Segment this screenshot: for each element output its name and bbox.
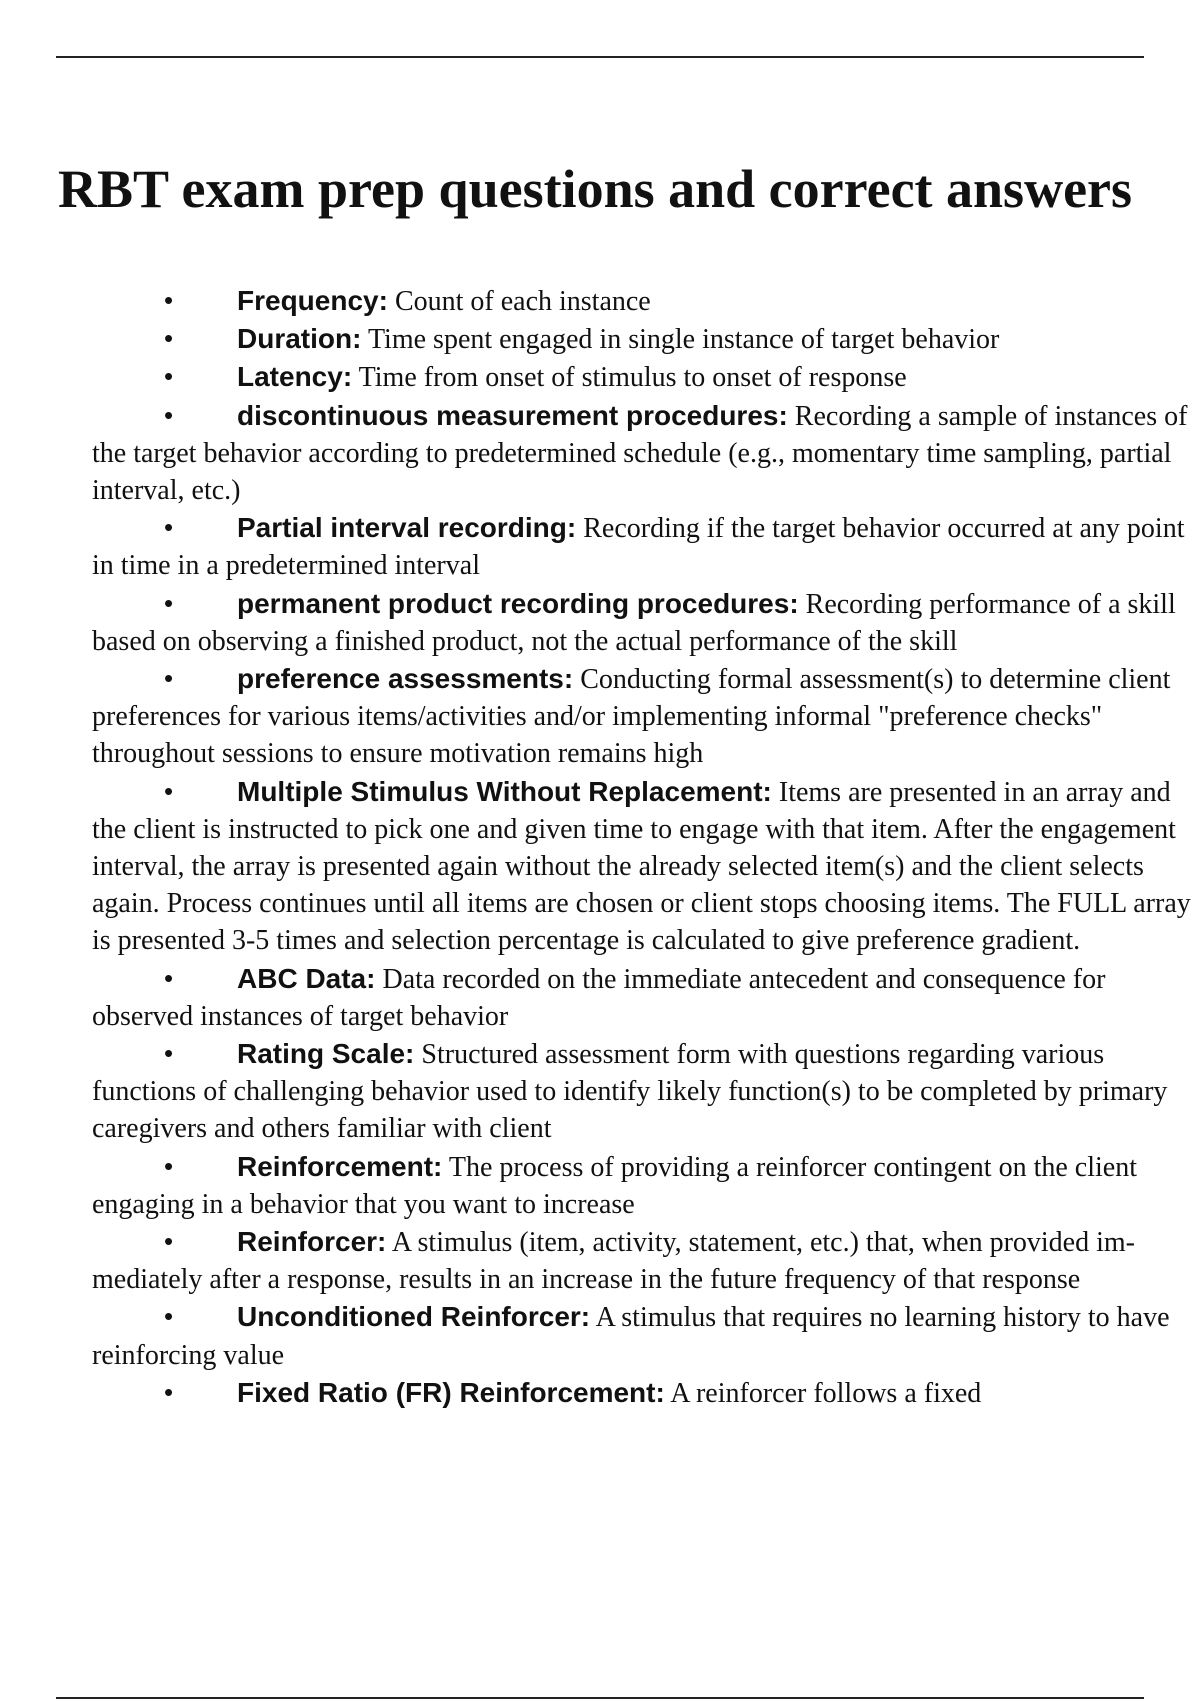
term: Partial interval recording:	[237, 512, 577, 544]
list-item	[92, 397, 1200, 510]
list-item	[92, 660, 1200, 773]
list-item	[92, 960, 1200, 1035]
bullet-icon: •	[164, 512, 174, 543]
definition: Structured assessment form with questions regarding various functions of challenging behavior used to identify likely function(s) to be completed by primary caregivers and others familiar with client	[92, 1039, 1168, 1145]
definition: A stimulus (item, activity, statement, etc.) that, when provided im- mediately after a response, results in an increase in the future frequency of that response	[92, 1227, 1135, 1296]
bullet-icon: •	[164, 1376, 174, 1407]
term: ABC Data:	[237, 962, 376, 994]
definition: A stimulus that requires no learning history to have reinforcing value	[92, 1302, 1170, 1371]
bullet-icon: •	[164, 1150, 174, 1181]
list-item	[92, 773, 1200, 960]
definition: A reinforcer follows a fixed	[670, 1377, 982, 1409]
term: Multiple Stimulus Without Replacement:	[237, 775, 772, 807]
list-item	[92, 1035, 1200, 1148]
list-item	[92, 1374, 1200, 1412]
list-item	[92, 509, 1200, 584]
term: Unconditioned Reinforcer:	[237, 1301, 591, 1333]
definition: The process of providing a reinforcer contingent on the client engaging in a behavior that you want to increase	[92, 1151, 1137, 1220]
term: Frequency:	[237, 285, 388, 316]
bullet-icon: •	[164, 663, 174, 694]
list-item	[92, 1298, 1200, 1373]
bullet-icon: •	[164, 775, 174, 806]
definition: Count of each instance	[394, 286, 651, 317]
list-item	[92, 585, 1200, 660]
definition: Time spent engaged in single instance of target behavior	[367, 324, 1000, 356]
bullet-icon: •	[164, 1226, 174, 1257]
term: preference assessments:	[237, 663, 574, 695]
definition: Conducting formal assessment(s) to determine client preferences for various items/activities and/or implementing informal "preference checks" throughout sessions to ensure motivation remains high	[92, 664, 1171, 770]
bullet-icon: •	[164, 1038, 174, 1069]
list-item	[92, 1148, 1200, 1223]
definition: Items are presented in an array and the client is instructed to pick one and given time to engage with that item. After the engagement interval, the array is presented again without the already selected item(s) and the client selects again. Process continues until all items are chosen or client stops choosing items. The FULL array is presented 3-5 times and selection percentage is calculated to give preference gradient.	[92, 776, 1191, 957]
term: Duration:	[237, 323, 362, 355]
definition: Recording performance of a skill based on observing a finished product, not the actual performance of the skill	[92, 588, 1176, 657]
definition: Recording a sample of instances of the target behavior according to predetermined schedule (e.g., momentary time sampling, partial interval, etc.)	[92, 400, 1188, 507]
bullet-icon: •	[164, 587, 174, 618]
bullet-icon: •	[164, 285, 174, 315]
term: discontinuous measurement procedures:	[237, 399, 788, 431]
bullet-icon: •	[164, 962, 174, 993]
definition-list	[92, 282, 1200, 1412]
term: Fixed Ratio (FR) Reinforcement:	[237, 1376, 665, 1408]
bullet-icon: •	[164, 361, 174, 392]
term: Rating Scale:	[237, 1038, 415, 1070]
definition: Data recorded on the immediate antecedent and consequence for observed instances of target behavior	[92, 963, 1106, 1032]
term: Reinforcer:	[237, 1226, 387, 1258]
top-rule	[56, 56, 1144, 58]
list-item	[92, 1223, 1200, 1298]
list-item	[92, 320, 1200, 358]
list-item	[92, 358, 1200, 396]
page-title: RBT exam prep questions and correct answers	[58, 159, 1133, 219]
term: Reinforcement:	[237, 1150, 443, 1182]
term: permanent product recording procedures:	[237, 587, 799, 619]
bullet-icon: •	[164, 399, 174, 430]
bullet-icon: •	[164, 1301, 174, 1332]
list-item	[92, 282, 1200, 320]
term: Latency:	[237, 361, 353, 393]
bottom-rule	[56, 1697, 1144, 1699]
definition: Recording if the target behavior occurred at any point in time in a predetermined interval	[92, 513, 1185, 582]
definition: Time from onset of stimulus to onset of response	[358, 362, 907, 394]
bullet-icon: •	[164, 323, 174, 354]
